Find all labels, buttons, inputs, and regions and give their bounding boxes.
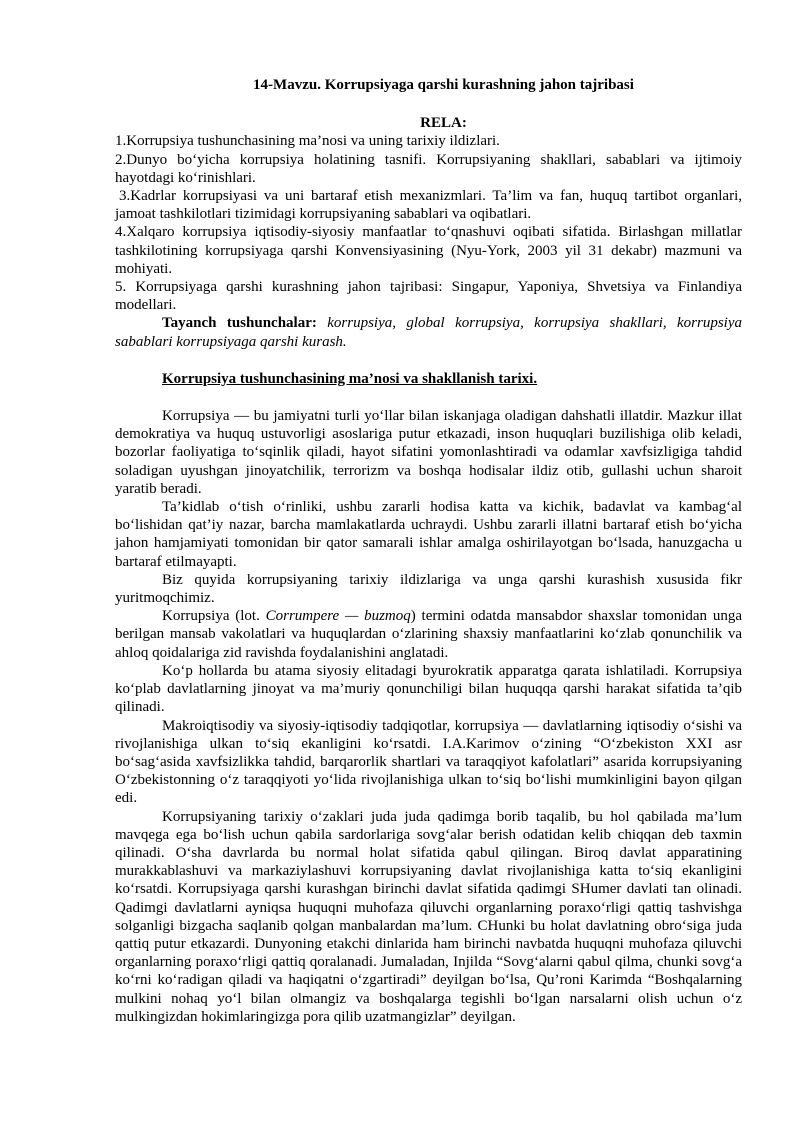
plan-item-3: 3.Kadrlar korrupsiyasi va uni bartaraf etish mexanizmlari. Ta’lim va fan, huquq tartibot organlari, jamoat tashkilotlari tizimidagi korrupsiyaning sabablari va oqibatlari.: [115, 188, 742, 223]
plan-item-5: 5. Korrupsiyaga qarshi kurashning jahon tajribasi: Singapur, Yaponiya, Shvetsiya va Finlandiya modellari.: [115, 279, 742, 314]
paragraph-3: Biz quyida korrupsiyaning tarixiy ildizlariga va unga qarshi kurashish xususida fikr yuritmoqchimiz.: [115, 571, 742, 607]
keywords-text: korrupsiya, global korrupsiya, korrupsiya shakllari, korrupsiya sabablari korrupsiyaga qarshi kurash.: [115, 315, 743, 350]
plan-item-1: 1.Korrupsiya tushunchasining ma’nosi va uning tarixiy ildizlari.: [115, 133, 500, 150]
keywords-paragraph: [115, 314, 742, 350]
paragraph-5: Ko‘p hollarda bu atama siyosiy elitadagi byurokratik apparatga qarata ishlatiladi. Korrupsiya ko‘plab davlatlarning jinoyat va ma’muriy qonunchiligi bilan huquqqa qarshi harakat sifatida ta’qib qilinadi.: [115, 662, 742, 716]
paragraph-2: Ta’kidlab o‘tish o‘rinliki, ushbu zararli hodisa katta va kichik, badavlat va kambag‘al bo‘lishidan qat’iy nazar, barcha mamlakatlarda uchraydi. Ushbu zararli illatni bartaraf etish bo‘yicha jahon hamjamiyati tomonidan bir qator samarali ishlar amalga oshirilayotgan bo‘lsada, hanuzgacha u bartaraf etilmayapti.: [115, 499, 742, 570]
section-heading: Korrupsiya tushunchasining ma’nosi va shakllanish tarixi.: [162, 370, 538, 387]
paragraph-1: Korrupsiya — bu jamiyatni turli yo‘llar bilan iskanjaga oladigan dahshatli illatdir. Mazkur illat demokratiya va huquq ustuvorligi asoslariga putur etkazadi, inson huquqlari buzilishiga olib keladi, bozorlar faoliyatiga to‘sqinlik qiladi, hayot sifatini yomonlashtiradi va odamlar xavfsizligiga tahdid soladigan uyushgan jinoyatchilik, terrorizm va boshqa hodisalar ildiz otib, gullashi uchun sharoit yaratib beradi.: [115, 408, 742, 497]
document-title: 14-Mavzu. Korrupsiyaga qarshi kurashning jahon tajribasi: [253, 77, 634, 93]
plan-item-2: 2.Dunyo bo‘yicha korrupsiya holatining tasnifi. Korrupsiyaning shakllari, sabablari va ijtimoiy hayotdagi ko‘rinishlari.: [115, 151, 742, 186]
paragraph-7: Korrupsiyaning tarixiy o‘zaklari juda juda qadimga borib taqalib, bu hol qabilada ma’lum mavqega ega bo‘lish uchun qabila sardorlariga sovg‘alar berish odatidan kelib chiqqan deb taxmin qilinadi. O‘sha davrlarda bu normal holat sifatida qabul qilingan. Biroq davlat apparatining murakkablashuvi va markaziylashuvi korrupsiyaning davlat rivojlanishiga katta to‘siq ekanligini ko‘rsatdi. Korrupsiyaga qarshi kurashgan birinchi davlat sifatida qadimgi SHumer davlati tan olinadi. Qadimgi davlatlarni ayniqsa huquqni muhofaza qiluvchi organlarning poraxo‘rligi qattiq tashvishga solganligi bizgacha saqlanib qolgan manbalardan ma’lum. CHunki bu holat davlatning obro‘siga juda qattiq putur etkazardi. Dunyoning etakchi dinlarida ham birinchi navbatda huquqni muhofaza qiluvchi organlarning poraxo‘rligi qattiq qoralanadi. Jumaladan, Injilda “Sovg‘alarni qabul qilma, chunki sovg‘a ko‘rni ko‘radigan qiladi va haqiqatni o‘zgartiradi” deyilgan bo‘lsa, Qu’roni Karimda “Boshqalarning mulkini nohaq yo‘l bilan olmangiz va boshqalarga tegishli bo‘lgan narsalarni olish uchun o‘z mulkingizdan hokimlaringizga pora qilib uzatmangizlar” deyilgan.: [115, 808, 742, 1025]
paragraph-4-latin-term: Corrumpere — buzmoq: [265, 608, 411, 625]
keywords-label: Tayanch tushunchalar:: [162, 315, 317, 332]
paragraph-4-end: ) termini odatda mansabdor shaxslar tomonidan unga berilgan mansab vakolatlari va huquqlardan o‘zlarining shaxsiy manfaatlarini ko‘zlab qonunchilik va ahloq qoidalariga zid ravishda foydalanishini anglatadi.: [115, 608, 742, 661]
plan-item-4: 4.Xalqaro korrupsiya iqtisodiy-siyosiy manfaatlar to‘qnashuvi oqibati sifatida. Birlashgan millatlar tashkilotining korrupsiyaga qarshi Konvensiyasining (Nyu-York, 2003 yil 31 dekabr) mazmuni va mohiyati.: [115, 224, 742, 277]
plan-heading: RELA:: [420, 115, 467, 132]
paragraph-4-start: Korrupsiya (lot.: [162, 608, 266, 625]
paragraph-6: Makroiqtisodiy va siyosiy-iqtisodiy tadqiqotlar, korrupsiya — davlatlarning iqtisodiy o‘sishi va rivojlanishiga ulkan to‘siq ekanligini ko‘rsatdi. I.A.Karimov o‘zining “O‘zbekiston XXI asr bo‘sag‘asida xavfsizlikka tahdid, barqarorlik shartlari va taraqqiyot kafolatlari” asarida korrupsiyaning O‘zbekistonning o‘z taraqqiyoti yo‘lida rivojlanishiga ulkan to‘siq bo‘lishi mumkinligini bayon qilgan edi.: [115, 717, 742, 807]
paragraph-4: [115, 607, 742, 662]
document-page: [115, 76, 742, 1026]
